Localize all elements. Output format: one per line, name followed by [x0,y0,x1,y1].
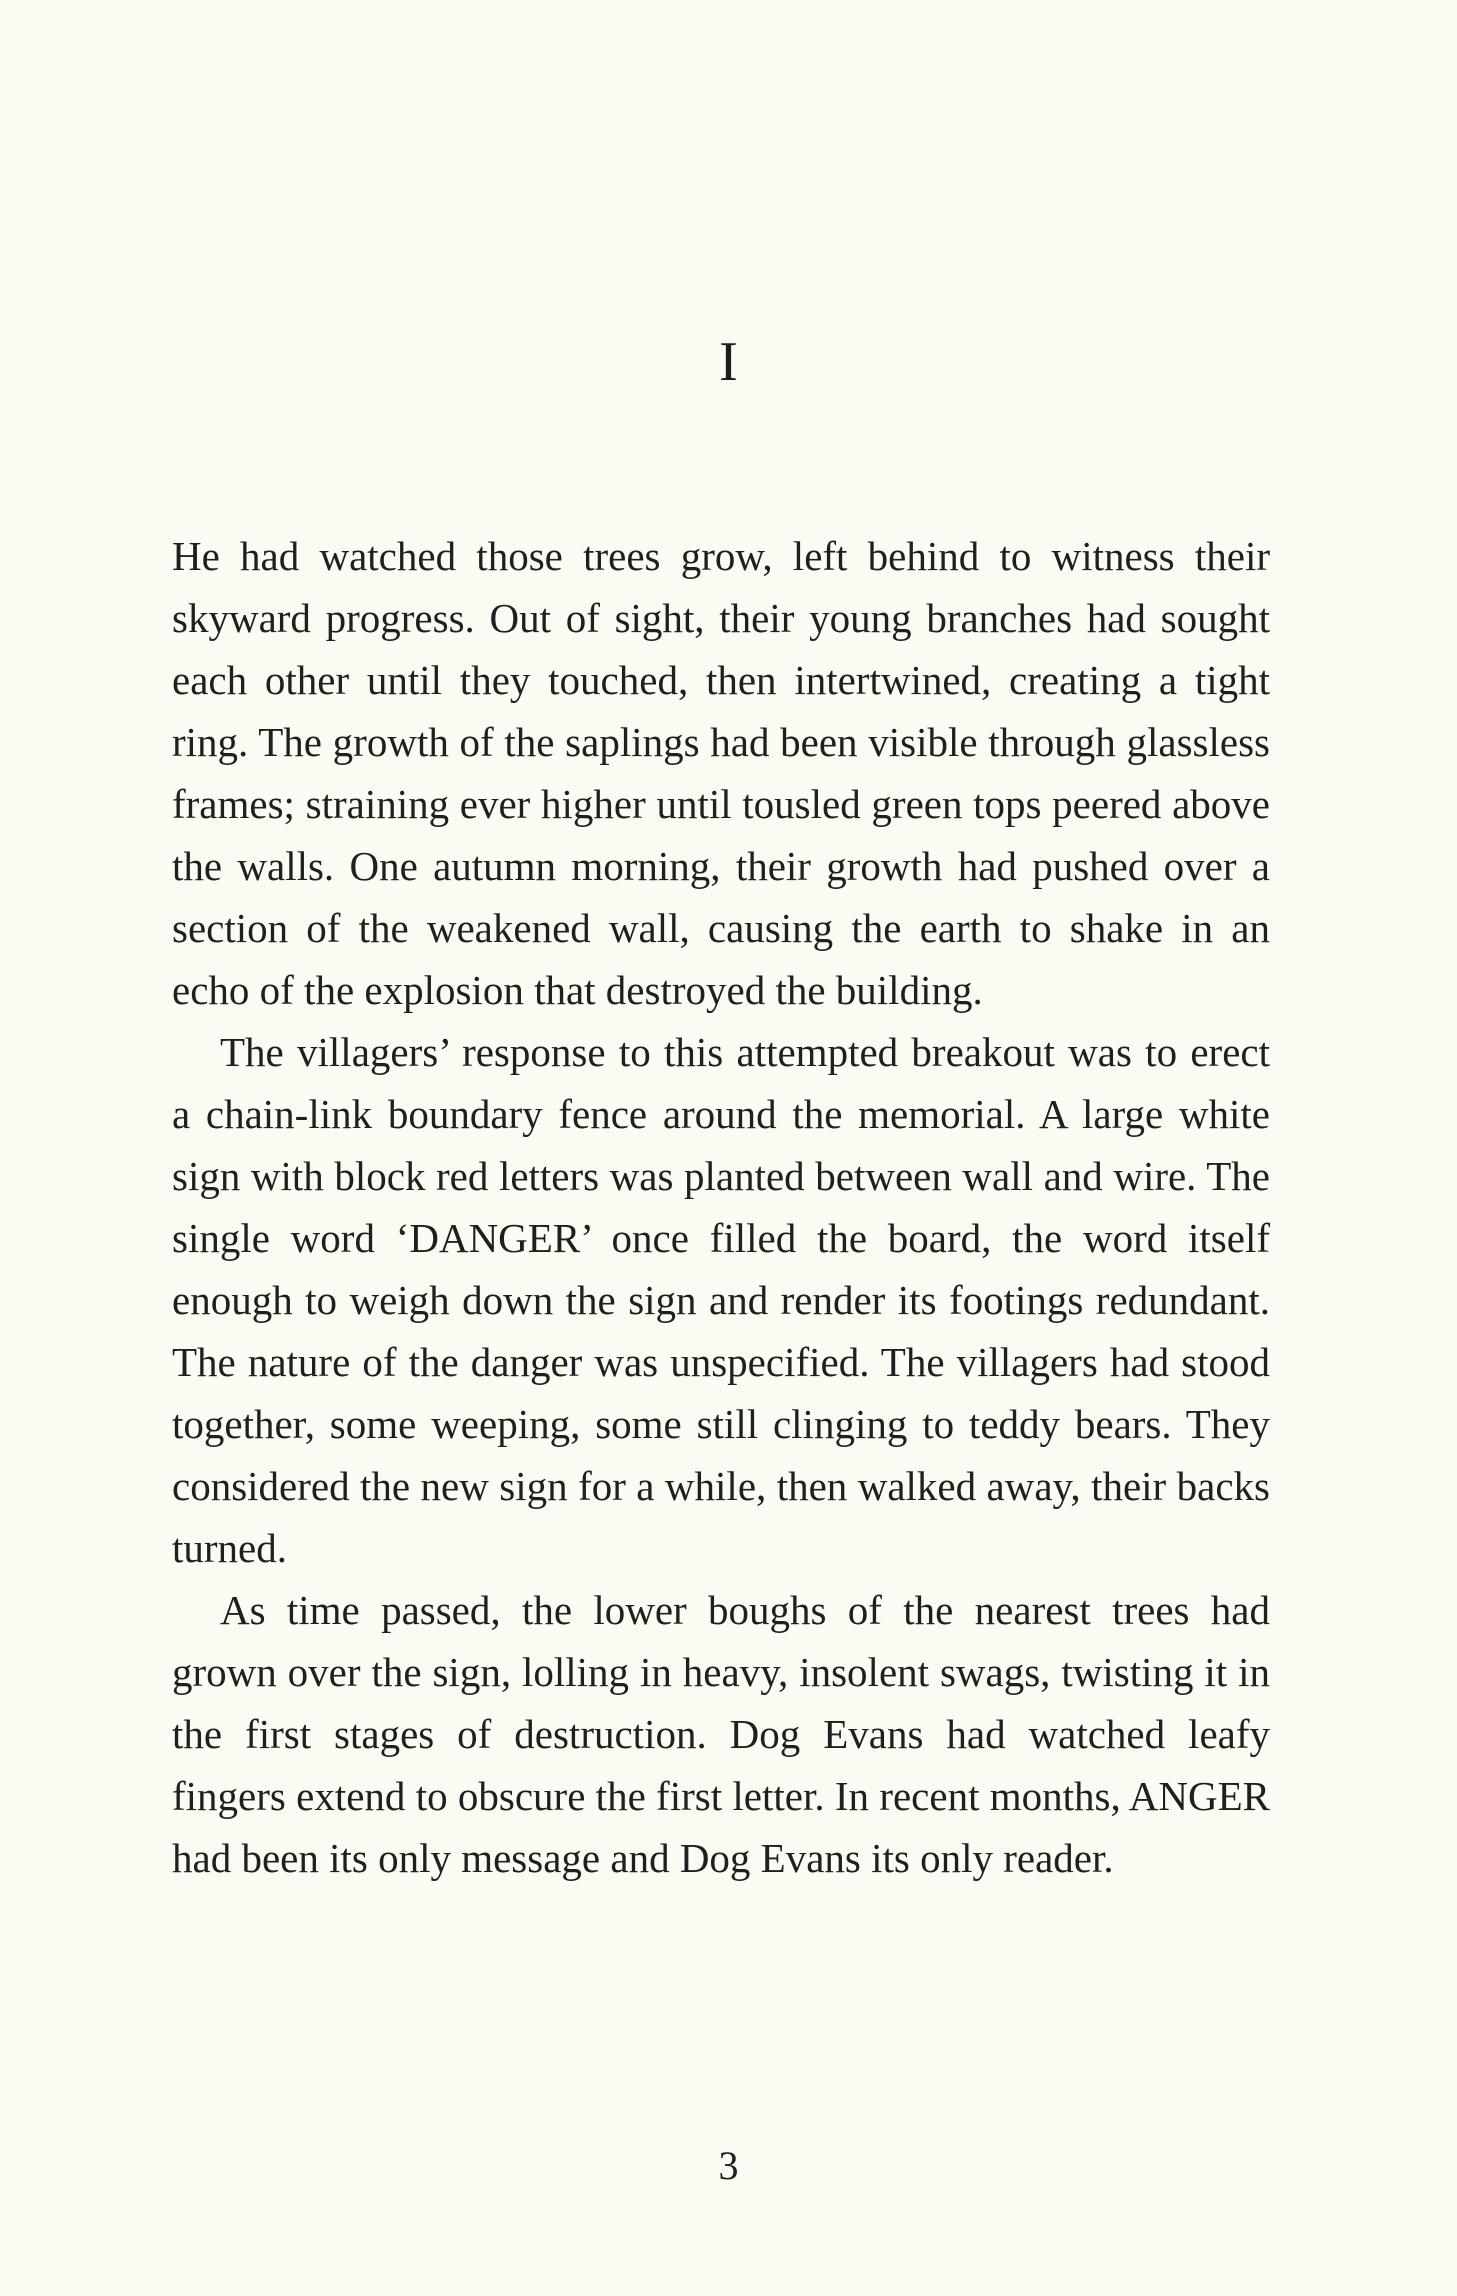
page-number: 3 [718,2143,739,2188]
paragraph-1: He had watched those trees grow, left behind to witness their skyward progress. Out of sight, their young branches had sought each other until they touched, then intertwined, creating a tight ring. The growth of the saplings had been visible through glassless frames; straining ever higher until tousled green tops peered above the walls. One autumn morning, their growth had pushed over a section of the weakened wall, causing the earth to shake in an echo of the explosion that destroyed the building. [172,533,1270,1013]
paragraph-2: The villagers’ response to this attempted breakout was to erect a chain-link boundary fence around the memorial. A large white sign with block red letters was planted between wall and wire. The single word ‘DANGER’ once filled the board, the word itself enough to weigh down the sign and render its footings redundant. The nature of the danger was unspecified. The villagers had stood together, some weeping, some still clinging to teddy bears. They considered the new sign for a while, then walked away, their backs turned. [172,1029,1270,1571]
chapter-number: I [719,331,738,393]
chapter-body [172,525,1270,1889]
paragraph-3: As time passed, the lower boughs of the nearest trees had grown over the sign, lolling in heavy, insolent swags, twisting it in the first stages of destruction. Dog Evans had watched leafy fingers extend to obscure the first letter. In recent months, ANGER had been its only message and Dog Evans its only reader. [172,1587,1270,1881]
